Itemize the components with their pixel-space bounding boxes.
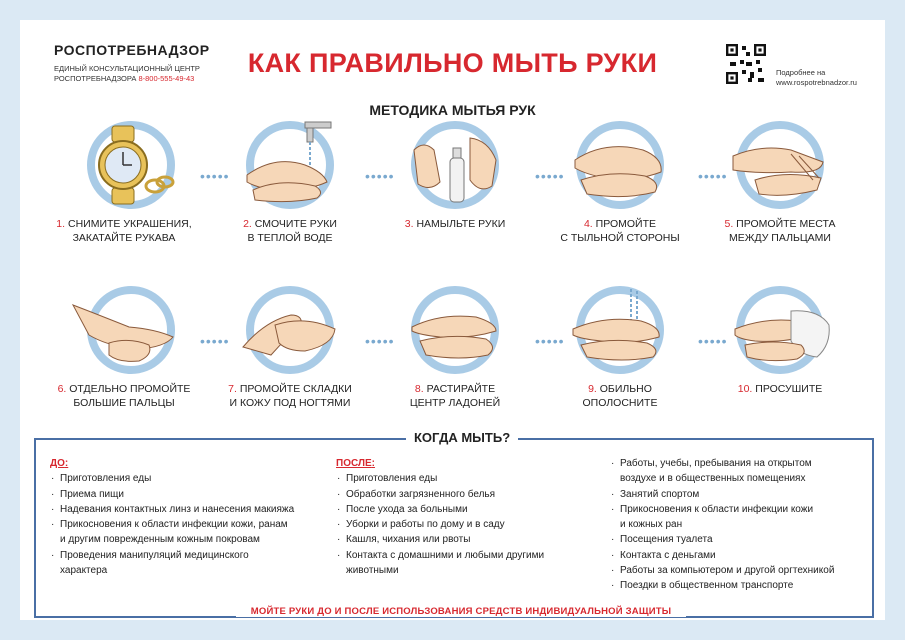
step-10 bbox=[710, 285, 850, 397]
step-number: 9. bbox=[588, 383, 597, 395]
step-number: 5. bbox=[724, 218, 734, 230]
org-sub-line2: РОСПОТРЕБНАДЗОРА bbox=[54, 74, 137, 83]
watch-and-rings-icon bbox=[69, 120, 179, 210]
list-item: и другим поврежденным кожным покровам bbox=[60, 534, 260, 546]
step-label: ПРОМОЙТЕ bbox=[595, 218, 657, 230]
step-7 bbox=[220, 285, 360, 410]
step-number: 7. bbox=[228, 383, 237, 395]
separator-dots: ••••• bbox=[200, 333, 230, 349]
list-item: · Работы за компьютером и другой оргтехникой bbox=[610, 563, 868, 578]
list-item: · Приема пищи bbox=[50, 487, 340, 502]
step-4 bbox=[550, 120, 690, 245]
after-title: ПОСЛЕ bbox=[336, 458, 372, 469]
step-label: ОТДЕЛЬНО ПРОМОЙТЕ bbox=[69, 383, 191, 395]
after-column: ПОСЛЕ: · Приготовления еды · Обработки загрязненного белья · После ухода за больными · Уборки и работы по дому и в саду · Кашля, чихания или рвоты · Контакта с домашними и любыми другими животными bbox=[336, 456, 596, 578]
step-number: 8. bbox=[414, 383, 424, 395]
step-5 bbox=[710, 120, 850, 245]
more-info-line1: Подробнее на bbox=[776, 68, 826, 77]
when-to-wash-box bbox=[34, 430, 874, 618]
list-item: · Прикосновения к области инфекции кожи bbox=[610, 502, 868, 517]
towel-dry-icon bbox=[725, 285, 835, 375]
method-title: МЕТОДИКА МЫТЬЯ РУК bbox=[369, 102, 536, 118]
step-9 bbox=[550, 285, 690, 410]
step-number: 1. bbox=[56, 218, 66, 230]
step-8 bbox=[385, 285, 525, 410]
step-label: ПРОМОЙТЕ МЕСТА bbox=[736, 218, 836, 230]
list-item: · Прикосновения к области инфекции кожи, ранам bbox=[50, 517, 340, 532]
list-item: характера bbox=[60, 565, 108, 577]
list-item: · Контакта с домашними и любыми другими bbox=[336, 548, 596, 563]
step-6 bbox=[54, 285, 194, 410]
poster bbox=[20, 20, 885, 620]
rinse-hands-icon bbox=[565, 285, 675, 375]
step-label: ЗАКАТАЙТЕ РУКАВА bbox=[72, 231, 176, 244]
separator-dots: ••••• bbox=[698, 168, 728, 184]
org-name: РОСПОТРЕБНАДЗОР bbox=[54, 42, 210, 58]
footer-note: МОЙТЕ РУКИ ДО И ПОСЛЕ ИСПОЛЬЗОВАНИЯ СРЕДСТВ ИНДИВИДУАЛЬНОЙ ЗАЩИТЫ bbox=[236, 606, 686, 617]
more-info-link[interactable]: www.rospotrebnadzor.ru bbox=[776, 78, 857, 87]
step-number: 3. bbox=[404, 218, 414, 230]
step-1 bbox=[54, 120, 194, 245]
step-label: ПРОМОЙТЕ СКЛАДКИ bbox=[239, 383, 352, 395]
fingernails-icon bbox=[235, 285, 345, 375]
list-item: · Приготовления еды bbox=[336, 471, 596, 486]
org-phone: 8-800-555-49-43 bbox=[138, 74, 195, 83]
back-of-hands-icon bbox=[565, 120, 675, 210]
soap-dispenser-icon bbox=[400, 120, 510, 210]
step-label: ПРОСУШИТЕ bbox=[755, 383, 823, 395]
step-number: 2. bbox=[243, 218, 252, 230]
step-label: И КОЖУ ПОД НОГТЯМИ bbox=[229, 396, 351, 409]
step-label: МЕЖДУ ПАЛЬЦАМИ bbox=[729, 231, 831, 244]
list-item: · Работы, учебы, пребывания на открытом bbox=[610, 456, 868, 471]
step-label: В ТЕПЛОЙ ВОДЕ bbox=[247, 231, 333, 244]
more-info bbox=[776, 68, 857, 88]
separator-dots: ••••• bbox=[698, 333, 728, 349]
step-2 bbox=[220, 120, 360, 245]
step-label: ЦЕНТР ЛАДОНЕЙ bbox=[409, 396, 501, 409]
separator-dots: ••••• bbox=[365, 168, 395, 184]
step-number: 6. bbox=[57, 383, 67, 395]
list-item: животными bbox=[346, 565, 399, 577]
list-item: · Посещения туалета bbox=[610, 532, 868, 547]
list-item: · Обработки загрязненного белья bbox=[336, 487, 596, 502]
separator-dots: ••••• bbox=[365, 333, 395, 349]
step-label: СМОЧИТЕ РУКИ bbox=[254, 218, 337, 230]
palm-rub-icon bbox=[400, 285, 510, 375]
list-item: · Контакта с деньгами bbox=[610, 548, 868, 563]
list-item: · Кашля, чихания или рвоты bbox=[336, 532, 596, 547]
step-label: БОЛЬШИЕ ПАЛЬЦЫ bbox=[73, 396, 175, 409]
step-number: 10. bbox=[737, 383, 753, 395]
qr-code-icon[interactable] bbox=[726, 44, 766, 84]
separator-dots: ••••• bbox=[200, 168, 230, 184]
separator-dots: ••••• bbox=[535, 168, 565, 184]
list-item: · Приготовления еды bbox=[50, 471, 340, 486]
list-item: и кожных ран bbox=[620, 519, 683, 531]
list-item: · Надевания контактных линз и нанесения макияжа bbox=[50, 502, 340, 517]
separator-dots: ••••• bbox=[535, 333, 565, 349]
page-title: КАК ПРАВИЛЬНО МЫТЬ РУКИ bbox=[247, 48, 658, 78]
thumb-wash-icon bbox=[69, 285, 179, 375]
list-item: · Уборки и работы по дому и в саду bbox=[336, 517, 596, 532]
step-3 bbox=[385, 120, 525, 232]
list-item: · Занятий спортом bbox=[610, 487, 868, 502]
hands-under-faucet-icon bbox=[235, 120, 345, 210]
list-item: воздухе и в общественных помещениях bbox=[620, 473, 806, 485]
list-item: · После ухода за больными bbox=[336, 502, 596, 517]
before-title: ДО bbox=[50, 458, 65, 469]
step-label: РАСТИРАЙТЕ bbox=[426, 383, 496, 395]
when-title: КОГДА МЫТЬ? bbox=[406, 430, 518, 445]
step-number: 4. bbox=[583, 218, 593, 230]
org-sub-line1: ЕДИНЫЙ КОНСУЛЬТАЦИОННЫЙ ЦЕНТР bbox=[54, 64, 200, 73]
after-column-2 bbox=[610, 456, 868, 594]
step-label: СНИМИТЕ УКРАШЕНИЯ, bbox=[67, 218, 192, 230]
step-label: С ТЫЛЬНОЙ СТОРОНЫ bbox=[560, 231, 680, 244]
interlaced-fingers-icon bbox=[725, 120, 835, 210]
before-column: ДО: · Приготовления еды · Приема пищи · Надевания контактных линз и нанесения макияжа · Прикосновения к области инфекции кожи, ранам и другим поврежденным кожным покровам · Проведения манипуляций медицинского характера bbox=[50, 456, 340, 578]
list-item: · Поездки в общественном транспорте bbox=[610, 578, 868, 593]
step-label: ОБИЛЬНО ОПОЛОСНИТЕ bbox=[582, 383, 658, 409]
step-label: НАМЫЛЬТЕ РУКИ bbox=[416, 218, 506, 230]
list-item: · Проведения манипуляций медицинского bbox=[50, 548, 340, 563]
